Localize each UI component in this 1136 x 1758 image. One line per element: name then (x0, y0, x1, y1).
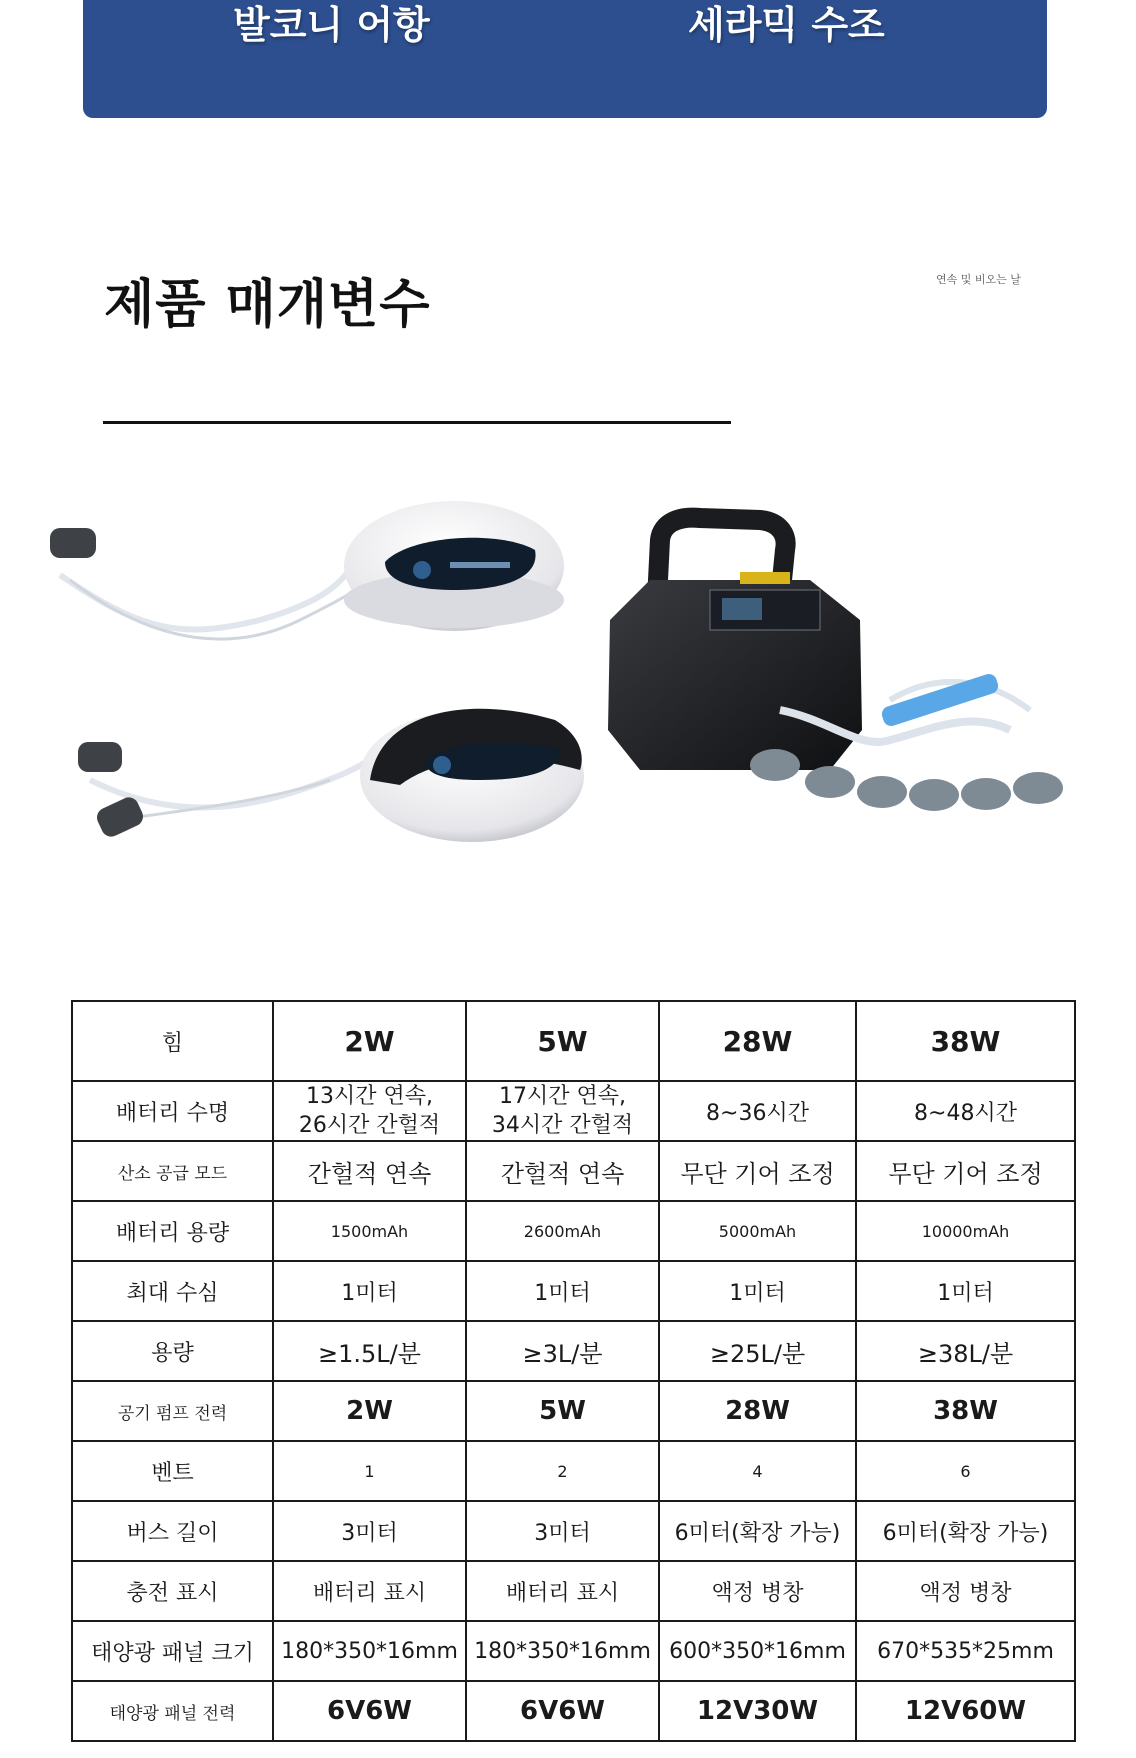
table-cell: 5000mAh (659, 1201, 856, 1261)
table-cell: 6V6W (273, 1681, 466, 1741)
table-row (72, 1081, 1075, 1141)
table-cell: 180*350*16mm (273, 1621, 466, 1681)
airstone-icon (50, 528, 96, 558)
table-cell: 3미터 (273, 1501, 466, 1561)
black-portable-air-pump-image (608, 518, 1063, 811)
table-cell: 6미터(확장 가능) (856, 1501, 1075, 1561)
banner-tab-balcony-tank: 발코니 어항 (233, 3, 430, 47)
table-cell: ≥38L/분 (856, 1321, 1075, 1381)
table-cell: 액정 병창 (856, 1561, 1075, 1621)
table-row (72, 1381, 1075, 1441)
table-row (72, 1261, 1075, 1321)
table-row (72, 1501, 1075, 1561)
airstone-icon (1013, 772, 1063, 804)
table-cell: 13시간 연속, 26시간 간헐적 (273, 1081, 466, 1141)
table-cell: 38W (856, 1001, 1075, 1081)
banner-tab-ceramic-tank: 세라믹 수조 (688, 3, 885, 47)
table-cell: 1 (273, 1441, 466, 1501)
airstone-icon (909, 779, 959, 811)
table-cell: 5W (466, 1381, 659, 1441)
table-row (72, 1201, 1075, 1261)
table-cell: 6V6W (466, 1681, 659, 1741)
table-cell: 2 (466, 1441, 659, 1501)
table-cell: 무단 기어 조정 (659, 1141, 856, 1201)
row-label: 공기 펌프 전력 (72, 1381, 273, 1441)
table-cell: 5W (466, 1001, 659, 1081)
table-cell: 28W (659, 1381, 856, 1441)
table-row (72, 1621, 1075, 1681)
table-cell: 10000mAh (856, 1201, 1075, 1261)
row-label: 태양광 패널 전력 (72, 1681, 273, 1741)
table-cell: 배터리 표시 (273, 1561, 466, 1621)
airstone-icon (857, 776, 907, 808)
table-cell: 간헐적 연속 (466, 1141, 659, 1201)
table-cell: 1미터 (659, 1261, 856, 1321)
table-row (72, 1561, 1075, 1621)
table-cell: 28W (659, 1001, 856, 1081)
table-cell: 무단 기어 조정 (856, 1141, 1075, 1201)
table-cell: 600*350*16mm (659, 1621, 856, 1681)
table-cell: ≥25L/분 (659, 1321, 856, 1381)
table-cell: 4 (659, 1441, 856, 1501)
table-cell: 2W (273, 1381, 466, 1441)
row-label: 버스 길이 (72, 1501, 273, 1561)
spec-table (71, 1000, 1076, 1742)
table-row (72, 1141, 1075, 1201)
table-cell: 1미터 (466, 1261, 659, 1321)
black-white-air-pump-image (78, 709, 584, 842)
table-cell: 간헐적 연속 (273, 1141, 466, 1201)
table-cell: 180*350*16mm (466, 1621, 659, 1681)
table-cell: 2600mAh (466, 1201, 659, 1261)
table-row (72, 1321, 1075, 1381)
table-cell: 배터리 표시 (466, 1561, 659, 1621)
table-cell: ≥1.5L/분 (273, 1321, 466, 1381)
top-banner (83, 0, 1047, 118)
row-label: 힘 (72, 1001, 273, 1081)
product-images (40, 480, 1100, 960)
row-label: 충전 표시 (72, 1561, 273, 1621)
table-cell: 8~36시간 (659, 1081, 856, 1141)
table-cell: 12V60W (856, 1681, 1075, 1741)
table-cell: 38W (856, 1381, 1075, 1441)
faint-note: 연속 및 비오는 날 (936, 273, 1021, 286)
table-cell: 3미터 (466, 1501, 659, 1561)
row-label: 벤트 (72, 1441, 273, 1501)
table-cell: 12V30W (659, 1681, 856, 1741)
page-title: 제품 매개변수 (104, 275, 431, 335)
table-cell: 2W (273, 1001, 466, 1081)
table-cell: 6미터(확장 가능) (659, 1501, 856, 1561)
white-air-pump-image (50, 501, 564, 639)
table-cell: 17시간 연속, 34시간 간헐적 (466, 1081, 659, 1141)
table-cell: 1미터 (856, 1261, 1075, 1321)
table-cell: 액정 병창 (659, 1561, 856, 1621)
table-header-row (72, 1001, 1075, 1081)
row-label: 배터리 수명 (72, 1081, 273, 1141)
airstone-icon (78, 742, 122, 772)
table-cell: 670*535*25mm (856, 1621, 1075, 1681)
row-label: 태양광 패널 크기 (72, 1621, 273, 1681)
row-label: 배터리 용량 (72, 1201, 273, 1261)
table-cell: 8~48시간 (856, 1081, 1075, 1141)
airstone-icon (750, 749, 800, 781)
table-row (72, 1681, 1075, 1741)
table-cell: 1미터 (273, 1261, 466, 1321)
table-cell: ≥3L/분 (466, 1321, 659, 1381)
airstone-icon (961, 778, 1011, 810)
row-label: 용량 (72, 1321, 273, 1381)
table-cell: 6 (856, 1441, 1075, 1501)
airstone-icon (805, 766, 855, 798)
title-divider (103, 421, 731, 424)
row-label: 최대 수심 (72, 1261, 273, 1321)
table-row (72, 1441, 1075, 1501)
row-label: 산소 공급 모드 (72, 1141, 273, 1201)
table-cell: 1500mAh (273, 1201, 466, 1261)
